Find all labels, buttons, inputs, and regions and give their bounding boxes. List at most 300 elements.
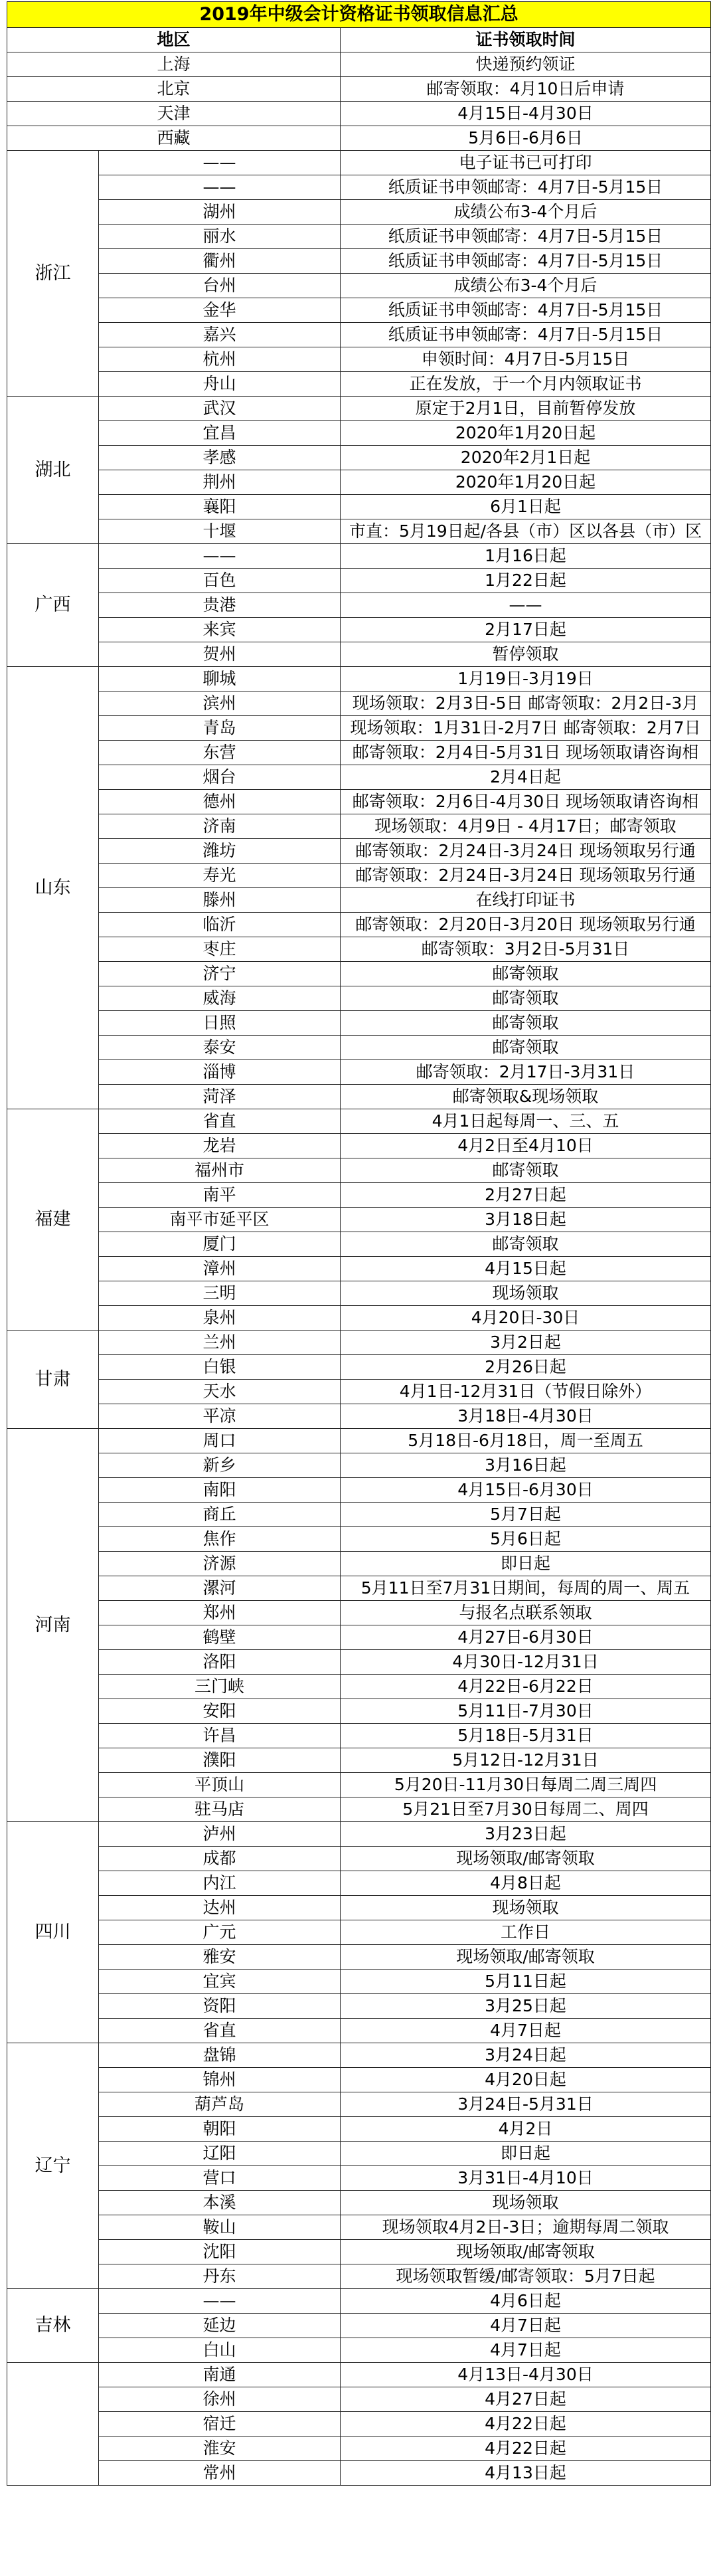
table-row	[7, 814, 711, 839]
city-cell: 洛阳	[99, 1650, 341, 1675]
time-cell: 2020年2月1日起	[341, 446, 711, 470]
certificate-table-container	[7, 1, 710, 2486]
time-header: 证书领取时间	[341, 28, 711, 52]
table-row	[7, 2019, 711, 2043]
city-cell: 嘉兴	[99, 323, 341, 347]
city-cell: 南阳	[99, 1478, 341, 1503]
city-cell: 新乡	[99, 1453, 341, 1478]
table-row	[7, 2289, 711, 2314]
time-cell: 5月12日-12月31日	[341, 1748, 711, 1773]
city-cell: 兰州	[99, 1331, 341, 1355]
table-row	[7, 1036, 711, 1060]
time-cell: 2月27日起	[341, 1183, 711, 1208]
table-row	[7, 1822, 711, 1847]
city-cell: 湖州	[99, 200, 341, 225]
time-cell: 5月18日-6月18日，周一至周五	[341, 1429, 711, 1453]
city-cell: 聊城	[99, 667, 341, 691]
city-cell: 延边	[99, 2314, 341, 2338]
city-cell: 南平	[99, 1183, 341, 1208]
table-row	[7, 200, 711, 225]
table-row	[7, 52, 711, 77]
time-cell: 邮寄领取：2月20日-3月20日 现场领取另行通	[341, 913, 711, 937]
table-row	[7, 2215, 711, 2240]
time-cell: 申领时间：4月7日-5月15日	[341, 347, 711, 372]
time-cell: 4月20日起	[341, 2068, 711, 2092]
time-cell: 现场领取/邮寄领取	[341, 2240, 711, 2264]
city-cell: 三门峡	[99, 1675, 341, 1699]
time-cell: 4月13日起	[341, 2461, 711, 2486]
city-cell: 来宾	[99, 618, 341, 642]
time-cell: 暂停领取	[341, 642, 711, 667]
table-row	[7, 593, 711, 618]
time-cell: 现场领取暂缓/邮寄领取：5月7日起	[341, 2264, 711, 2289]
city-cell: 福州市	[99, 1158, 341, 1183]
time-cell: 纸质证书申领邮寄：4月7日-5月15日	[341, 323, 711, 347]
city-cell: 朝阳	[99, 2117, 341, 2142]
table-row	[7, 421, 711, 446]
city-cell: 三明	[99, 1281, 341, 1306]
time-cell: 邮寄领取	[341, 1158, 711, 1183]
table-row	[7, 986, 711, 1011]
city-cell: 白山	[99, 2338, 341, 2363]
table-row	[7, 790, 711, 814]
province-cell: 辽宁	[7, 2043, 99, 2289]
time-cell: 3月18日起	[341, 1208, 711, 1232]
table-row	[7, 642, 711, 667]
time-cell: 与报名点联系领取	[341, 1601, 711, 1625]
time-cell: 1月22日起	[341, 569, 711, 593]
time-cell: 现场领取：4月9日 - 4月17日；邮寄领取	[341, 814, 711, 839]
time-cell: 3月16日起	[341, 1453, 711, 1478]
table-row	[7, 1994, 711, 2019]
city-cell: 济南	[99, 814, 341, 839]
region-cell: 天津	[7, 102, 341, 126]
city-cell: 泸州	[99, 1822, 341, 1847]
city-cell: 焦作	[99, 1527, 341, 1552]
province-cell: 吉林	[7, 2289, 99, 2363]
city-cell: 滨州	[99, 691, 341, 716]
time-cell: 3月24日-5月31日	[341, 2092, 711, 2117]
city-cell: 厦门	[99, 1232, 341, 1257]
city-cell: 葫芦岛	[99, 2092, 341, 2117]
city-cell: 濮阳	[99, 1748, 341, 1773]
time-cell: 邮寄领取：3月2日-5月31日	[341, 937, 711, 962]
city-cell: 泰安	[99, 1036, 341, 1060]
city-cell: 枣庄	[99, 937, 341, 962]
table-row	[7, 1306, 711, 1331]
table-row	[7, 298, 711, 323]
city-cell: 鹤壁	[99, 1625, 341, 1650]
table-row	[7, 1527, 711, 1552]
table-row	[7, 225, 711, 249]
city-cell: 武汉	[99, 397, 341, 421]
time-cell: 邮寄领取：2月6日-4月30日 现场领取请咨询相	[341, 790, 711, 814]
table-row	[7, 2191, 711, 2215]
city-cell: 白银	[99, 1355, 341, 1380]
time-cell: 纸质证书申领邮寄：4月7日-5月15日	[341, 298, 711, 323]
city-cell: 平凉	[99, 1404, 341, 1429]
table-row	[7, 1281, 711, 1306]
city-cell: 沈阳	[99, 2240, 341, 2264]
time-cell: 3月31日-4月10日	[341, 2166, 711, 2191]
table-row	[7, 519, 711, 544]
city-cell: 宿迁	[99, 2412, 341, 2437]
time-cell: 4月22日起	[341, 2412, 711, 2437]
table-row	[7, 1011, 711, 1036]
city-cell: 德州	[99, 790, 341, 814]
city-cell: 十堰	[99, 519, 341, 544]
time-cell: 邮寄领取	[341, 1036, 711, 1060]
table-row	[7, 1970, 711, 1994]
time-cell: 5月11日起	[341, 1970, 711, 1994]
table-row	[7, 569, 711, 593]
city-cell: 雅安	[99, 1945, 341, 1970]
time-cell: 现场领取：1月31日-2月7日 邮寄领取：2月7日	[341, 716, 711, 741]
table-row	[7, 1380, 711, 1404]
time-cell: 5月11日-7月30日	[341, 1699, 711, 1724]
time-cell: 4月15日-4月30日	[341, 102, 711, 126]
header-row	[7, 28, 711, 52]
time-cell: 4月7日起	[341, 2314, 711, 2338]
time-cell: 纸质证书申领邮寄：4月7日-5月15日	[341, 225, 711, 249]
time-cell: 现场领取	[341, 1896, 711, 1920]
time-cell: 现场领取/邮寄领取	[341, 1847, 711, 1871]
time-cell: 4月6日起	[341, 2289, 711, 2314]
time-cell: 4月30日-12月31日	[341, 1650, 711, 1675]
table-row	[7, 1183, 711, 1208]
city-cell: 寿光	[99, 864, 341, 888]
table-row	[7, 2387, 711, 2412]
province-cell: 广西	[7, 544, 99, 667]
time-cell: 1月16日起	[341, 544, 711, 569]
city-cell: 辽阳	[99, 2142, 341, 2166]
time-cell: 纸质证书申领邮寄：4月7日-5月15日	[341, 249, 711, 274]
table-row	[7, 2068, 711, 2092]
time-cell: 成绩公布3-4个月后	[341, 200, 711, 225]
city-cell: 商丘	[99, 1503, 341, 1527]
time-cell: 现场领取	[341, 1281, 711, 1306]
time-cell: 在线打印证书	[341, 888, 711, 913]
city-cell: 漳州	[99, 1257, 341, 1281]
province-cell: 湖北	[7, 397, 99, 544]
time-cell: 邮寄领取：2月4日-5月31日 现场领取请咨询相	[341, 741, 711, 765]
table-row	[7, 1797, 711, 1822]
region-cell: 西藏	[7, 126, 341, 151]
city-cell: 青岛	[99, 716, 341, 741]
city-cell: 威海	[99, 986, 341, 1011]
city-cell: ——	[99, 2289, 341, 2314]
table-row	[7, 1699, 711, 1724]
table-row	[7, 1453, 711, 1478]
table-row	[7, 1331, 711, 1355]
time-cell: 6月1日起	[341, 495, 711, 519]
table-row	[7, 2092, 711, 2117]
table-row	[7, 1601, 711, 1625]
city-cell: 广元	[99, 1920, 341, 1945]
table-row	[7, 2461, 711, 2486]
time-cell: 现场领取	[341, 2191, 711, 2215]
table-row	[7, 1503, 711, 1527]
table-row	[7, 1650, 711, 1675]
time-cell: 2020年1月20日起	[341, 421, 711, 446]
table-row	[7, 446, 711, 470]
city-cell: 荆州	[99, 470, 341, 495]
table-row	[7, 962, 711, 986]
city-cell: 省直	[99, 2019, 341, 2043]
province-cell	[7, 2363, 99, 2486]
city-cell: 常州	[99, 2461, 341, 2486]
city-cell: 徐州	[99, 2387, 341, 2412]
city-cell: 成都	[99, 1847, 341, 1871]
table-row	[7, 372, 711, 397]
table-row	[7, 2264, 711, 2289]
time-cell: 4月1日起每周一、三、五	[341, 1109, 711, 1134]
city-cell: 泉州	[99, 1306, 341, 1331]
city-cell: 宜宾	[99, 1970, 341, 1994]
table-row	[7, 1232, 711, 1257]
time-cell: 4月27日-6月30日	[341, 1625, 711, 1650]
title-row	[7, 2, 711, 28]
table-row	[7, 1896, 711, 1920]
city-cell: 贵港	[99, 593, 341, 618]
table-row	[7, 667, 711, 691]
table-row	[7, 347, 711, 372]
table-row	[7, 2117, 711, 2142]
table-row	[7, 1134, 711, 1158]
table-row	[7, 864, 711, 888]
table-row	[7, 2363, 711, 2387]
table-row	[7, 1085, 711, 1109]
table-row	[7, 1109, 711, 1134]
city-cell: 金华	[99, 298, 341, 323]
city-cell: 郑州	[99, 1601, 341, 1625]
time-cell: 成绩公布3-4个月后	[341, 274, 711, 298]
city-cell: 菏泽	[99, 1085, 341, 1109]
table-row	[7, 765, 711, 790]
table-row	[7, 1748, 711, 1773]
province-cell: 甘肃	[7, 1331, 99, 1429]
time-cell: 邮寄领取：4月10日后申请	[341, 77, 711, 102]
time-cell: 5月6日-6月6日	[341, 126, 711, 151]
certificate-table	[7, 1, 711, 2486]
city-cell: 达州	[99, 1896, 341, 1920]
table-row	[7, 77, 711, 102]
city-cell: 济源	[99, 1552, 341, 1576]
city-cell: 漯河	[99, 1576, 341, 1601]
table-row	[7, 1552, 711, 1576]
region-header: 地区	[7, 28, 341, 52]
time-cell: 5月7日起	[341, 1503, 711, 1527]
time-cell: 邮寄领取：2月17日-3月31日	[341, 1060, 711, 1085]
time-cell: 现场领取：2月3日-5日 邮寄领取：2月2日-3月	[341, 691, 711, 716]
time-cell: 4月7日起	[341, 2338, 711, 2363]
city-cell: 淄博	[99, 1060, 341, 1085]
table-title: 2019年中级会计资格证书领取信息汇总	[7, 2, 711, 28]
city-cell: ——	[99, 175, 341, 200]
city-cell: 宜昌	[99, 421, 341, 446]
time-cell: 市直：5月19日起/各县（市）区以各县（市）区	[341, 519, 711, 544]
time-cell: 3月2日起	[341, 1331, 711, 1355]
time-cell: 4月27日起	[341, 2387, 711, 2412]
city-cell: 济宁	[99, 962, 341, 986]
table-row	[7, 1945, 711, 1970]
time-cell: 纸质证书申领邮寄：4月7日-5月15日	[341, 175, 711, 200]
city-cell: 锦州	[99, 2068, 341, 2092]
table-row	[7, 1576, 711, 1601]
city-cell: 台州	[99, 274, 341, 298]
table-row	[7, 937, 711, 962]
city-cell: 南通	[99, 2363, 341, 2387]
time-cell: 2020年1月20日起	[341, 470, 711, 495]
region-cell: 北京	[7, 77, 341, 102]
table-row	[7, 1060, 711, 1085]
time-cell: 邮寄领取：2月24日-3月24日 现场领取另行通	[341, 839, 711, 864]
time-cell: 5月6日起	[341, 1527, 711, 1552]
table-row	[7, 126, 711, 151]
city-cell: 临沂	[99, 913, 341, 937]
time-cell: 邮寄领取	[341, 962, 711, 986]
table-row	[7, 618, 711, 642]
time-cell: 4月15日-6月30日	[341, 1478, 711, 1503]
time-cell: 3月18日-4月30日	[341, 1404, 711, 1429]
table-row	[7, 1773, 711, 1797]
table-row	[7, 274, 711, 298]
province-cell: 河南	[7, 1429, 99, 1822]
province-cell: 山东	[7, 667, 99, 1109]
table-row	[7, 1920, 711, 1945]
time-cell: 4月1日-12月31日（节假日除外）	[341, 1380, 711, 1404]
city-cell: 淮安	[99, 2437, 341, 2461]
province-cell: 四川	[7, 1822, 99, 2043]
time-cell: 5月18日-5月31日	[341, 1724, 711, 1748]
table-row	[7, 1257, 711, 1281]
table-row	[7, 913, 711, 937]
table-row	[7, 2437, 711, 2461]
city-cell: 本溪	[99, 2191, 341, 2215]
table-row	[7, 2043, 711, 2068]
time-cell: 5月11日至7月31日期间，每周的周一、周五	[341, 1576, 711, 1601]
time-cell: 4月2日至4月10日	[341, 1134, 711, 1158]
city-cell: 盘锦	[99, 2043, 341, 2068]
table-row	[7, 1404, 711, 1429]
city-cell: 省直	[99, 1109, 341, 1134]
table-row	[7, 249, 711, 274]
time-cell: 3月24日起	[341, 2043, 711, 2068]
table-row	[7, 1158, 711, 1183]
city-cell: 日照	[99, 1011, 341, 1036]
city-cell: ——	[99, 151, 341, 175]
city-cell: 鞍山	[99, 2215, 341, 2240]
city-cell: 滕州	[99, 888, 341, 913]
province-cell: 福建	[7, 1109, 99, 1331]
table-row	[7, 1675, 711, 1699]
city-cell: 南平市延平区	[99, 1208, 341, 1232]
table-row	[7, 1625, 711, 1650]
time-cell: 邮寄领取：2月24日-3月24日 现场领取另行通	[341, 864, 711, 888]
time-cell: 3月23日起	[341, 1822, 711, 1847]
city-cell: 驻马店	[99, 1797, 341, 1822]
city-cell: 丽水	[99, 225, 341, 249]
city-cell: 百色	[99, 569, 341, 593]
time-cell: 即日起	[341, 1552, 711, 1576]
city-cell: 安阳	[99, 1699, 341, 1724]
time-cell: 4月7日起	[341, 2019, 711, 2043]
table-row	[7, 102, 711, 126]
city-cell: 营口	[99, 2166, 341, 2191]
table-row	[7, 495, 711, 519]
city-cell: ——	[99, 544, 341, 569]
table-row	[7, 323, 711, 347]
time-cell: 2月26日起	[341, 1355, 711, 1380]
table-row	[7, 2166, 711, 2191]
time-cell: 现场领取/邮寄领取	[341, 1945, 711, 1970]
time-cell: ——	[341, 593, 711, 618]
time-cell: 4月20日-30日	[341, 1306, 711, 1331]
table-row	[7, 1847, 711, 1871]
city-cell: 烟台	[99, 765, 341, 790]
time-cell: 原定于2月1日，目前暂停发放	[341, 397, 711, 421]
city-cell: 杭州	[99, 347, 341, 372]
time-cell: 3月25日起	[341, 1994, 711, 2019]
province-cell: 浙江	[7, 151, 99, 397]
time-cell: 现场领取4月2日-3日；逾期每周二领取	[341, 2215, 711, 2240]
table-row	[7, 741, 711, 765]
city-cell: 孝感	[99, 446, 341, 470]
time-cell: 1月19日-3月19日	[341, 667, 711, 691]
table-row	[7, 2338, 711, 2363]
table-row	[7, 1429, 711, 1453]
time-cell: 邮寄领取	[341, 986, 711, 1011]
city-cell: 天水	[99, 1380, 341, 1404]
table-row	[7, 716, 711, 741]
time-cell: 4月8日起	[341, 1871, 711, 1896]
city-cell: 衢州	[99, 249, 341, 274]
table-row	[7, 2142, 711, 2166]
table-row	[7, 1208, 711, 1232]
table-row	[7, 544, 711, 569]
city-cell: 平顶山	[99, 1773, 341, 1797]
city-cell: 襄阳	[99, 495, 341, 519]
time-cell: 5月21日至7月30日每周二、周四	[341, 1797, 711, 1822]
table-row	[7, 1871, 711, 1896]
table-row	[7, 2240, 711, 2264]
city-cell: 丹东	[99, 2264, 341, 2289]
time-cell: 邮寄领取&现场领取	[341, 1085, 711, 1109]
city-cell: 内江	[99, 1871, 341, 1896]
table-row	[7, 1724, 711, 1748]
time-cell: 4月22日起	[341, 2437, 711, 2461]
table-row	[7, 839, 711, 864]
city-cell: 龙岩	[99, 1134, 341, 1158]
table-row	[7, 2412, 711, 2437]
city-cell: 东营	[99, 741, 341, 765]
city-cell: 资阳	[99, 1994, 341, 2019]
time-cell: 快递预约领证	[341, 52, 711, 77]
time-cell: 2月4日起	[341, 765, 711, 790]
table-row	[7, 691, 711, 716]
city-cell: 周口	[99, 1429, 341, 1453]
table-row	[7, 151, 711, 175]
table-row	[7, 175, 711, 200]
time-cell: 4月2日	[341, 2117, 711, 2142]
region-cell: 上海	[7, 52, 341, 77]
table-row	[7, 2314, 711, 2338]
city-cell: 潍坊	[99, 839, 341, 864]
table-row	[7, 1478, 711, 1503]
city-cell: 舟山	[99, 372, 341, 397]
table-row	[7, 397, 711, 421]
table-row	[7, 888, 711, 913]
